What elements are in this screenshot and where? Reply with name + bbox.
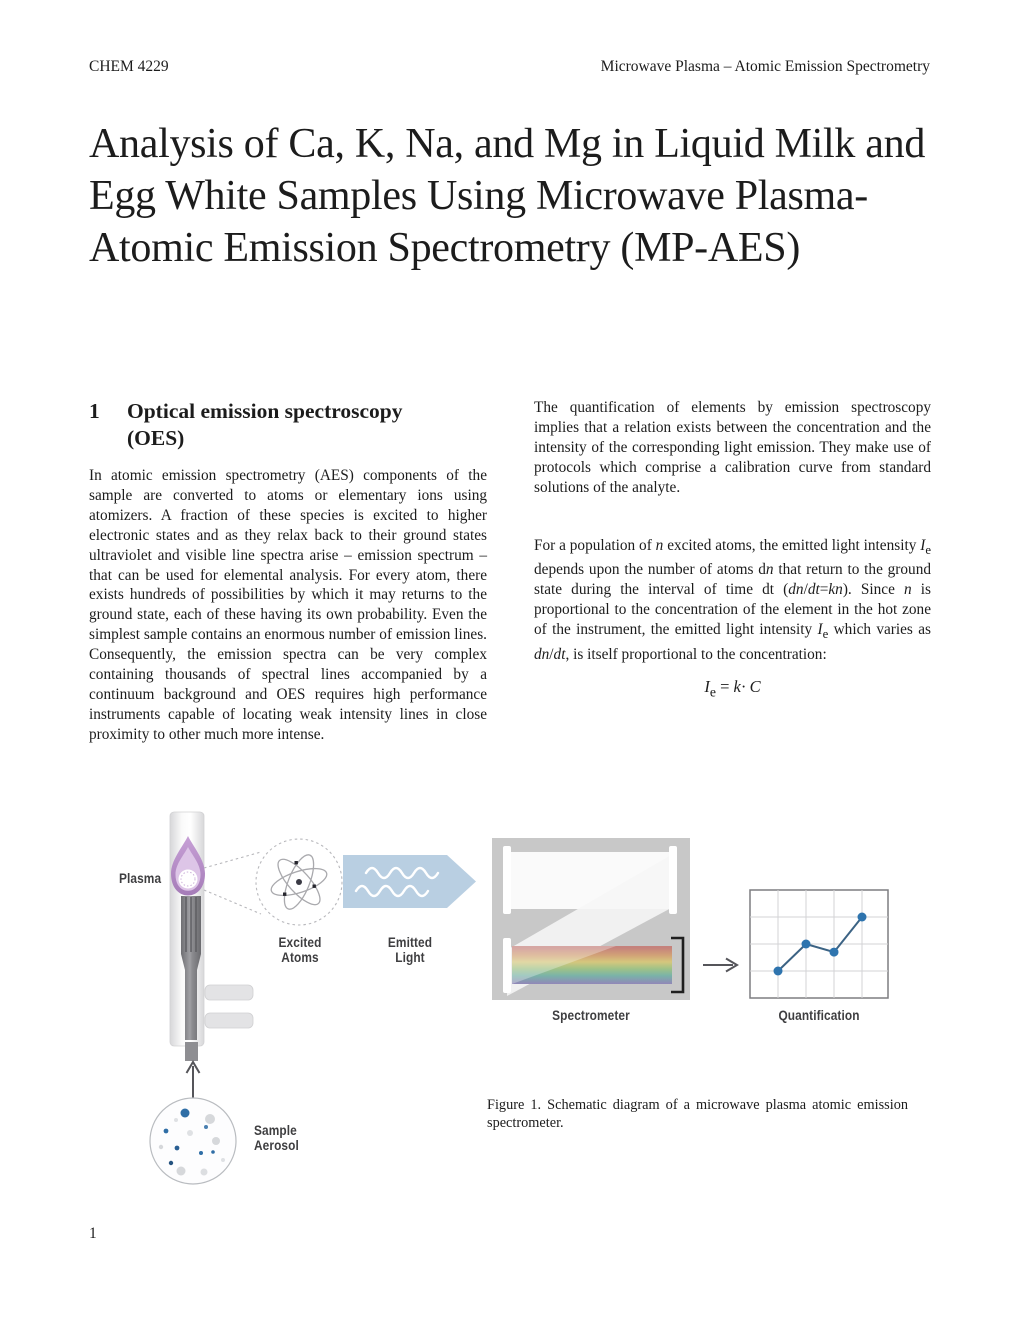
course-code: CHEM 4229 — [89, 58, 169, 75]
label-quantification: Quantification — [778, 1008, 860, 1023]
spectrometer-box — [492, 838, 690, 1000]
calibration-point — [802, 940, 811, 949]
atom-nucleus — [296, 879, 302, 885]
flow-arrow — [703, 959, 737, 972]
equation-intensity: $I_e = k\cdot C$ — [704, 677, 761, 700]
torch-injector-stub — [185, 1042, 198, 1061]
magnifier-line — [204, 890, 261, 914]
right-column — [534, 398, 931, 700]
label-emitted-light: Emitted Light — [387, 935, 433, 965]
torch-side-arm — [205, 985, 253, 1000]
label-plasma: Plasma — [119, 871, 162, 886]
left-column — [89, 466, 487, 745]
magnifier-line — [204, 852, 261, 868]
section-title: Optical emission spectroscopy (OES) — [127, 399, 403, 450]
excited-atom-inset — [256, 839, 342, 925]
section-heading — [89, 398, 499, 452]
quantification-chart — [750, 890, 888, 998]
sample-aerosol-group — [150, 1062, 236, 1184]
label-spectrometer: Spectrometer — [552, 1008, 630, 1023]
page-header — [89, 58, 930, 76]
calibration-point — [858, 913, 867, 922]
label-excited-atoms: Excited Atoms — [278, 935, 322, 965]
figure-caption: Figure 1. Schematic diagram of a microwave plasma atomic emission spectrometer. — [487, 1097, 908, 1131]
section-number: 1 — [89, 399, 100, 423]
label-sample-aerosol: Sample Aerosol — [254, 1123, 299, 1153]
running-title: Microwave Plasma – Atomic Emission Spectrometry — [600, 58, 930, 75]
plasma-torch — [170, 812, 261, 1061]
calibration-point — [830, 948, 839, 957]
emitted-light-arrow — [343, 855, 476, 908]
aerosol-circle — [150, 1098, 236, 1184]
calibration-point — [774, 967, 783, 976]
figure-1-schematic — [0, 806, 1020, 1198]
page-number: 1 — [89, 1225, 97, 1242]
up-arrow — [187, 1062, 200, 1098]
paragraph-quantification: The quantification of elements by emission spectroscopy implies that a relation exists between the concentration and the intensity of the corresponding light emission. They make use of protocols which comprise a calibration curve from standard solutions of the analyte. — [534, 399, 931, 496]
torch-side-arm — [205, 1013, 253, 1028]
document-title: Analysis of Ca, K, Na, and Mg in Liquid Milk and Egg White Samples Using Microwave Plasma-Atomic Emission Spectrometry (MP-AES) — [89, 121, 926, 271]
paragraph-population: For a population of n excited atoms, the emitted light intensity $I_e$ depends upon the number of atoms dn that return to the ground state during the interval of time dt (dn/dt=kn). Since n is proportional to the concentration of the element in the hot zone of the instrument, the emitted light intensity $I_e$ which varies as dn/dt, is itself proportional to the concentration: — [534, 536, 931, 664]
paragraph-oes-intro: In atomic emission spectrometry (AES) components of the sample are converted to atoms or elementary ions using atomizers. A fraction of these species is excited to higher electronic states and as they relax back to their ground states ultraviolet and visible line spectra arise – emission spectrum – that can be used for elemental analysis. For every atom, there exists hundreds of possibilities by which it may returns to the ground state, each of these having its own probability. Even the simplest sample contains an enormous number of emission lines. Consequently, the emission spectra can be very complex containing thousands of spectral lines accompanied by a continuum background and OES requires high performance instruments capable of locating weak intensity lines in close proximity to other much more intense. — [89, 467, 487, 743]
